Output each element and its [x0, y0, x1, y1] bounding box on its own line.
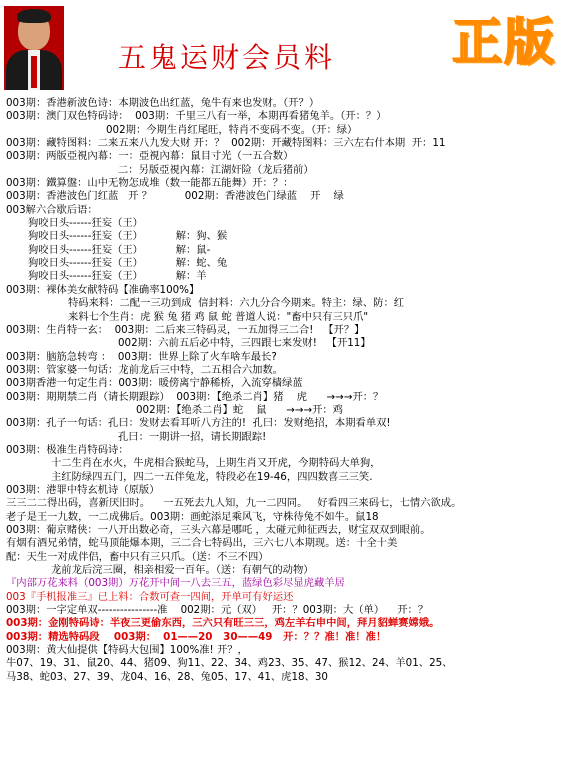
content-line: 『内部万花来料（003期）万花开中间一八去三五，蓝绿色彩尽显虎藏羊居 [6, 577, 345, 590]
content-line: 003『手机报准三』已上料：合数可查一四间，开单可有好运还 [6, 590, 294, 603]
content-line: 003期：一字定单双----------------准 002期：元（双） 开：？003期：大（单） 开：？ [6, 604, 429, 617]
content-line: 狗咬日头------狂妄（王） 解：蛇、兔 [28, 257, 228, 270]
content-line: 003期：脑筋急转弯 ： 003期：世界上除了火车啥车最长? [6, 350, 277, 363]
content-line: 003期：管家婆一句话：龙前龙后三中特，二五相合六加数。 [6, 363, 284, 376]
content-line: 003期香港一句定生肖：003期：暖傍离宁静稀桥，入流穿樯绿蓝 [6, 377, 303, 390]
content-line: 三三二二得出码，喜新厌旧时。 一五死去九人知，九一二四同。 好看四三来码七，七情六欲成。 [6, 497, 462, 510]
content-line: 003期：两版亞視內幕：一：亞視內幕：鼠目寸光（一五合数） [6, 150, 294, 163]
content-line: 龙前龙后浣三圈，相亲相爱一百年。（送：有朝气的动物） [51, 564, 314, 577]
content-line: 003期：香港新波色诗：本期波色出红蓝，兔牛有来也发财。（开？） [6, 97, 320, 109]
content-line: 002期：【绝杀二肖】蛇 鼠 →→→开：鸡 [136, 403, 343, 416]
content-line: 003期：港罪中特玄机诗（原版） [6, 483, 160, 496]
authentic-stamp: 正版 [452, 12, 556, 71]
content-line: 二：另版亞視內幕：江湖奸险（龙后猪前） [118, 163, 314, 176]
content-line: 003期：黄大仙提供【特码大包围】100%准! 开？， [6, 644, 248, 657]
content-line: 狗咬日头------狂妄（王） 解：鼠- [28, 243, 211, 256]
content-line: 主红防绿四五门，四二一五伴兔龙，特段必在19-46，四四数喜三三笑. [51, 470, 373, 483]
content-line: 特码来料：二配一三功到成 信封料：六九分合今期来。特主：绿、防：红 [68, 297, 405, 310]
content-line: 狗咬日头------狂妄（王） [28, 217, 143, 230]
content-line: 狗咬日头------狂妄（王） 解：羊 [28, 270, 207, 283]
author-portrait [4, 6, 64, 90]
portrait-hair [17, 9, 51, 23]
content-line: 003期：孔子一句话：孔曰：发财去看耳听八方注的! 孔曰：发财绝招，本期看单双! [6, 417, 391, 430]
content-line: 孔曰：一期讲一招，请长期跟踪! [118, 430, 267, 443]
page-header [0, 0, 582, 95]
content-line: 003期：葡京赌侠：一八开出数必奇，三头六幕是哪吒 ，太碰元帅征西去，财宝双双到眼前。 [6, 524, 431, 536]
content-line: 来料七个生肖：虎 猴 兔 猪 鸡 鼠 蛇 普道人说："畜中只有三只爪" [68, 310, 369, 323]
content-line: 003期：鐵算盤：山中无物怎成堆（数一能都五能舞）开：？： [6, 177, 294, 190]
content-line: 003期：藏特图料：二来五来八九发大财 开：？ 002期：开藏特图料：三六左右什本期 开：11 [6, 137, 446, 150]
content-line: 老子是王一九数，一二成佛后。003期：画蛇添足乘风飞，守株待兔不如牛。鼠18 [6, 510, 379, 523]
content-line: 马38、蛇03、27、39、龙04、16、28、兔05、17、41、虎18、30 [6, 670, 328, 683]
content-line: 003期：极准生肖特码诗： [6, 443, 129, 456]
content-line: 003期：澳门双色特码诗： 003期：千里三八有一举，本期再看猪兔羊。（开：？） [6, 110, 387, 123]
content-line: 003期：精选特码段 003期： 01——20 30——49 开：？？准！准！准！ [6, 630, 387, 643]
content-line: 003期：期期禁二肖（请长期跟踪） 003期：【绝杀二肖】猪 虎 →→→开：？ [6, 390, 384, 403]
content-line: 003期：生肖特一玄： 003期：二后来三特码灵，一五加得三二合! 【开？】 [6, 323, 365, 336]
main-content [6, 97, 580, 684]
content-line: 狗咬日头------狂妄（王） 解：狗、猴 [28, 230, 228, 243]
content-line: 配：天生一对成伴侣，畜中只有三只爪。（送：不三不四） [6, 550, 269, 563]
content-line: 003期：裸体美女献特码【准确率100%】 [6, 283, 200, 296]
content-line: 003解六合歇后语： [6, 203, 98, 216]
content-line: 十二生肖在水火，牛虎相合猴蛇马，上期生肖又开虎，今期特码大单狗， [51, 457, 381, 470]
content-line: 牛07、19、31、鼠20、44、猪09、狗11、22、34、鸡23、35、47、猴12、24、羊01、25、 [6, 657, 453, 670]
content-line: 002期：六前五后必中特，三四跟七来发财! 【开11】 [118, 337, 371, 350]
page-title: 五鬼运财会员料 [118, 41, 336, 74]
portrait-tie [31, 56, 37, 88]
content-line: 003期：香港波色门红蓝 开 ？ 002期：香港波色门绿蓝 开 绿 [6, 190, 344, 203]
content-line: 有烟有酒兄弟情，蛇马顶能爆本期，三二合七特码出，三六七八本期现。送：十全十美 [6, 537, 398, 550]
content-line: 003期：金刚特码诗：半夜三更偷东西，三六只有旺三三，鸡左羊右申中间，拜月貂蝉赛嫦娥。 [6, 617, 440, 630]
content-line: 002期：今期生肖红尾旺，特肖不变码不变。（开：绿） [106, 123, 358, 136]
